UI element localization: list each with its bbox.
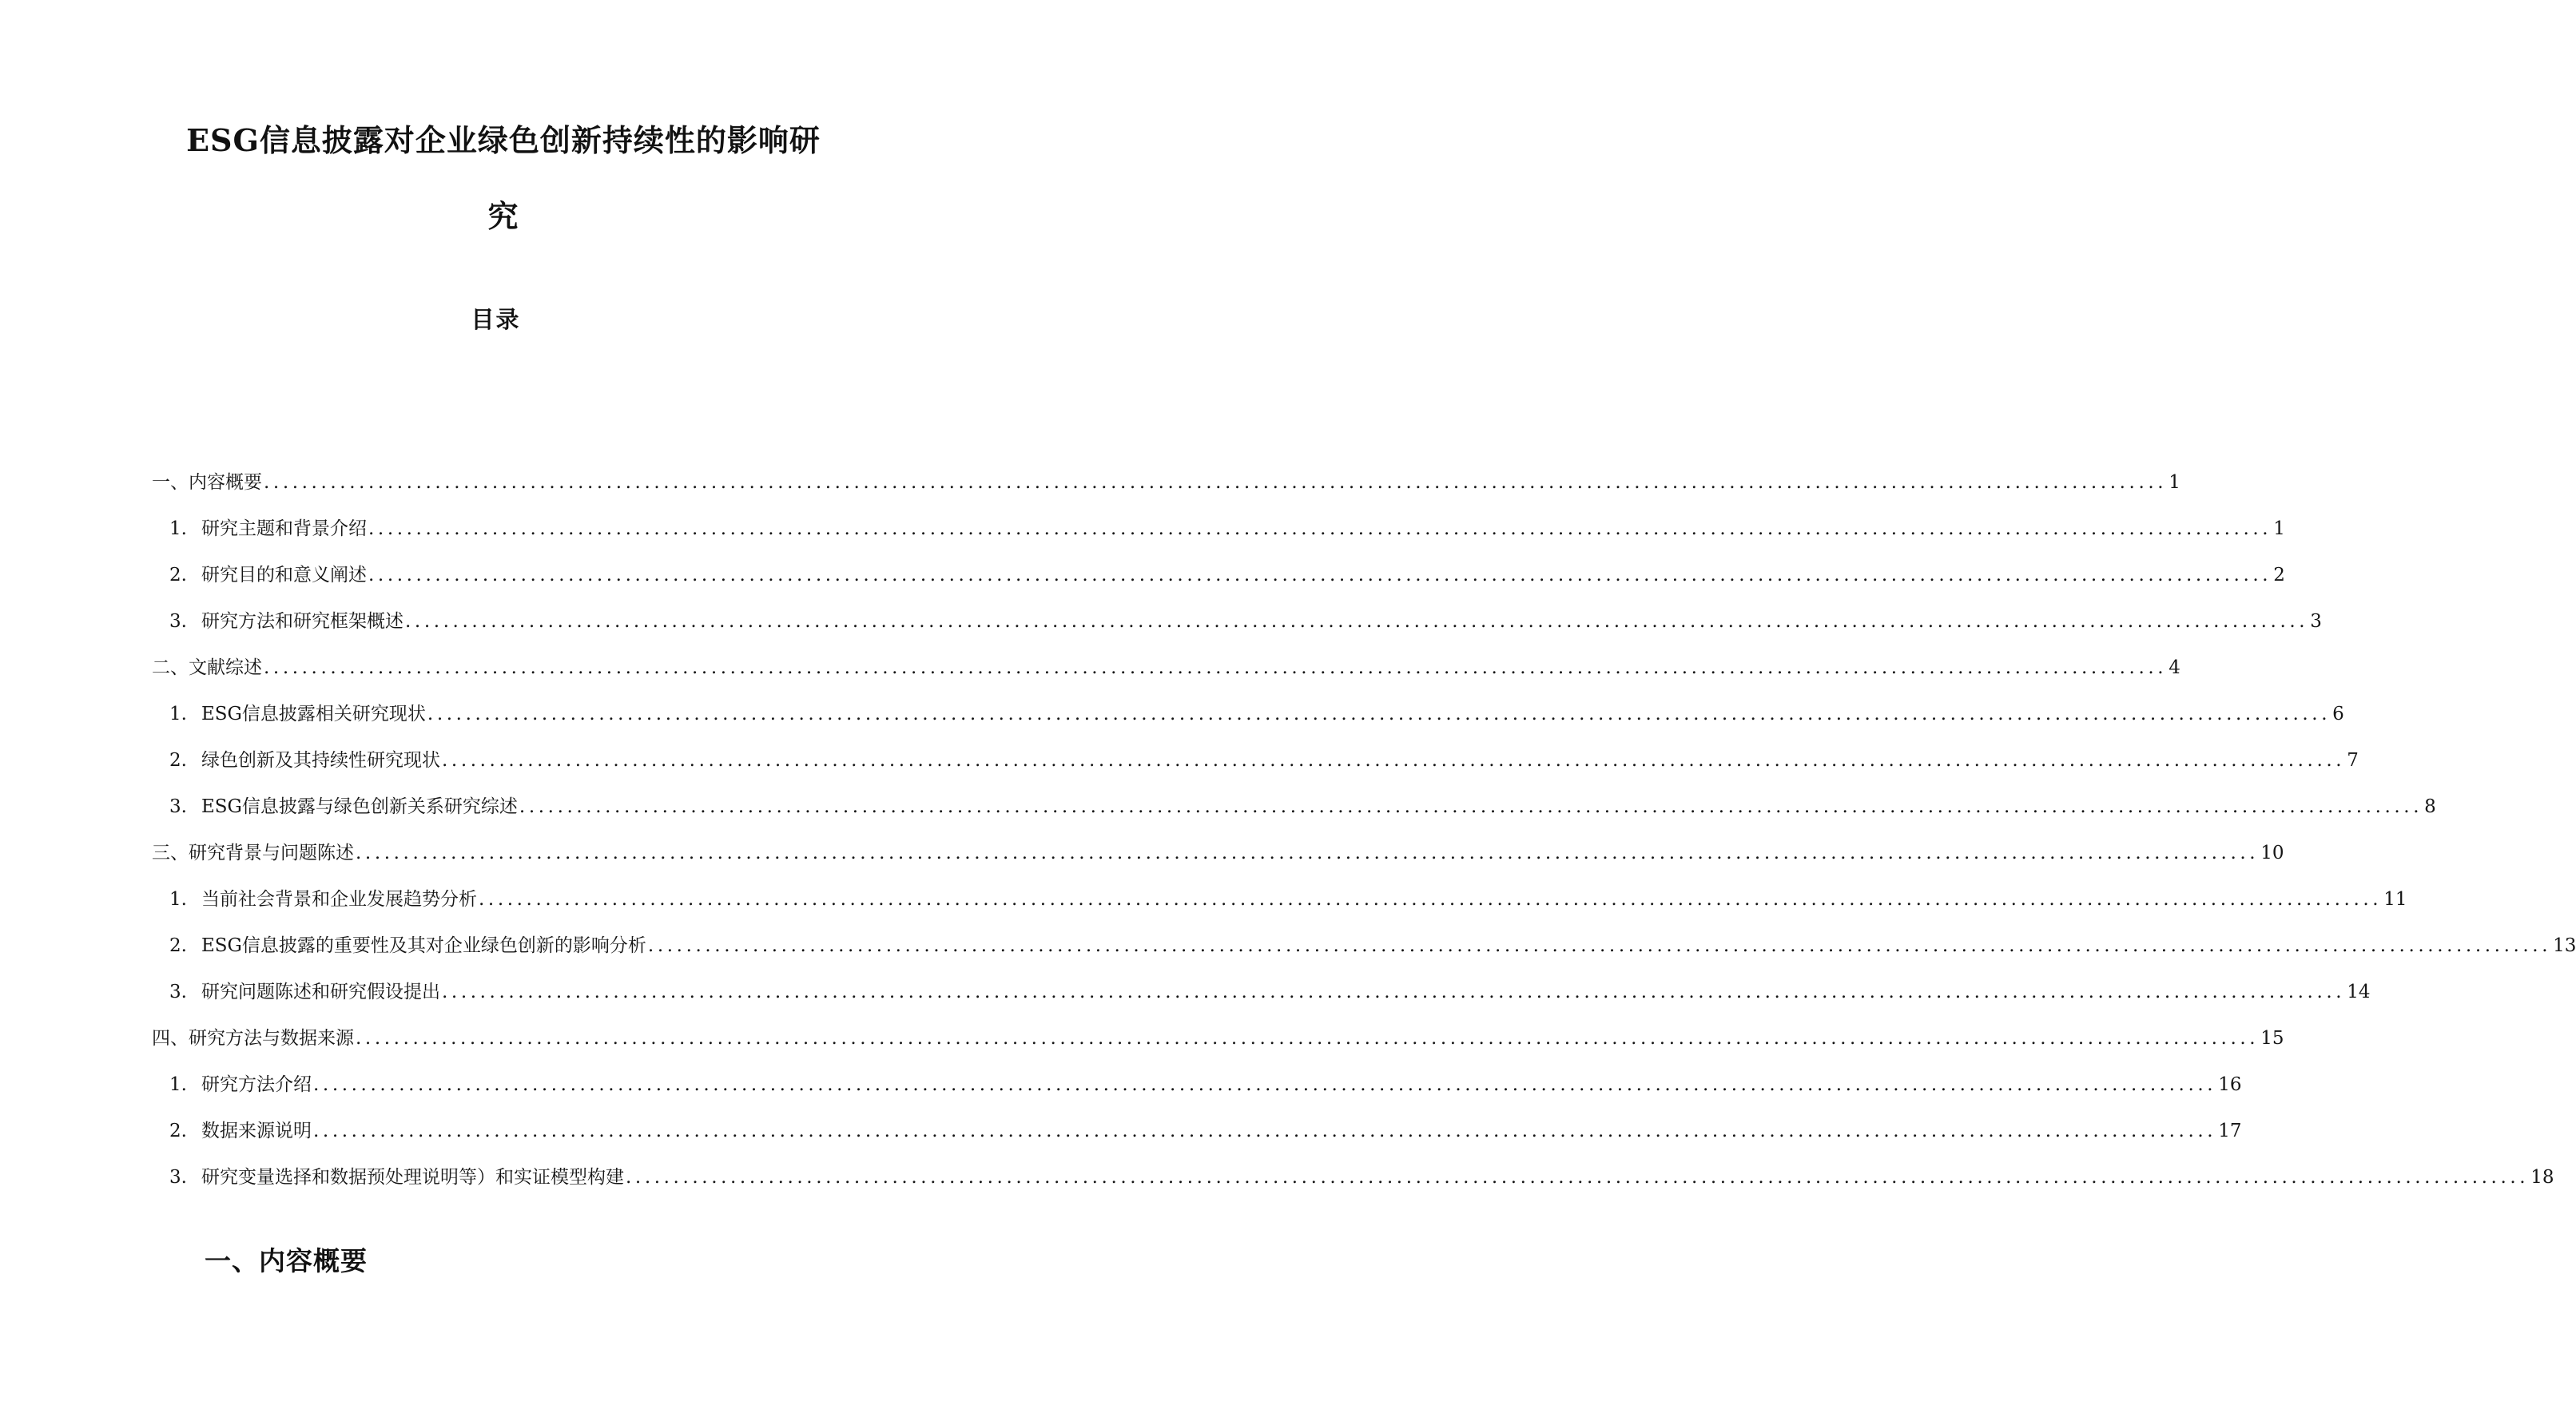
toc-leader-dots: ........................................................................................................................................................................................................ — [264, 472, 2168, 493]
toc-entry[interactable] — [169, 562, 2285, 588]
toc-entry-title: 三、研究背景与问题陈述 — [152, 843, 354, 863]
toc-entry[interactable] — [169, 748, 2359, 773]
toc-entry-page: 15 — [2260, 1028, 2284, 1049]
toc-entry-title: 数据来源说明 — [201, 1121, 312, 1141]
toc-entry[interactable] — [169, 701, 2344, 727]
toc-entry-title: 研究方法和研究框架概述 — [201, 611, 403, 632]
toc-entry-number: 3. — [169, 796, 187, 817]
toc-leader-dots: ........................................................................................................................................................................................................ — [442, 750, 2346, 771]
toc-leader-dots: ........................................................................................................................................................................................................ — [313, 1074, 2217, 1095]
toc-entry[interactable] — [169, 516, 2285, 542]
toc-entry-number: 2. — [169, 1121, 187, 1141]
toc-heading: 目录 — [471, 306, 521, 333]
toc-leader-dots: ........................................................................................................................................................................................................ — [313, 1121, 2217, 1141]
toc-entry-page: 1 — [2169, 472, 2180, 493]
toc-leader-dots: ........................................................................................................................................................................................................ — [442, 982, 2346, 1002]
toc-leader-dots: ........................................................................................................................................................................................................ — [479, 889, 2383, 910]
toc-entry-title: 研究目的和意义阐述 — [201, 565, 367, 585]
toc-entry-page: 6 — [2332, 704, 2344, 724]
toc-entry-page: 18 — [2530, 1167, 2554, 1188]
toc-entry-page: 11 — [2383, 889, 2407, 910]
toc-entry-title: 绿色创新及其持续性研究现状 — [201, 750, 440, 771]
toc-entry[interactable] — [169, 609, 2322, 634]
toc-entry-title: 研究问题陈述和研究假设提出 — [201, 982, 440, 1002]
toc-leader-dots: ........................................................................................................................................................................................................ — [356, 1028, 2260, 1049]
toc-entry-number: 1. — [169, 518, 187, 539]
document-title-continuation: 究 — [487, 198, 519, 234]
toc-entry-page: 13 — [2553, 935, 2576, 956]
toc-entry-title: 四、研究方法与数据来源 — [152, 1028, 354, 1049]
toc-entry[interactable] — [152, 1026, 2284, 1051]
toc-entry[interactable] — [169, 979, 2371, 1005]
toc-entry-page: 7 — [2347, 750, 2359, 771]
toc-entry-number: 3. — [169, 1167, 187, 1188]
toc-entry[interactable] — [152, 840, 2284, 866]
toc-entry-title: 研究主题和背景介绍 — [201, 518, 367, 539]
toc-entry-title: ESG信息披露相关研究现状 — [201, 704, 426, 724]
toc-entry-number: 2. — [169, 935, 187, 956]
toc-entry-page: 16 — [2218, 1074, 2242, 1095]
toc-entry-page: 14 — [2347, 982, 2371, 1002]
toc-entry-number: 1. — [169, 704, 187, 724]
toc-entry-page: 2 — [2273, 565, 2285, 585]
toc-leader-dots: ........................................................................................................................................................................................................ — [427, 704, 2332, 724]
toc-entry-number: 1. — [169, 1074, 187, 1095]
toc-entry[interactable] — [169, 933, 2576, 958]
toc-leader-dots: ........................................................................................................................................................................................................ — [264, 657, 2168, 678]
toc-entry-page: 17 — [2218, 1121, 2242, 1141]
toc-entry-title: 当前社会背景和企业发展趋势分析 — [201, 889, 477, 910]
toc-entry-title: 研究方法介绍 — [201, 1074, 312, 1095]
toc-entry[interactable] — [169, 887, 2407, 912]
toc-leader-dots: ........................................................................................................................................................................................................ — [368, 565, 2272, 585]
toc-entry-number: 3. — [169, 982, 187, 1002]
toc-entry-page: 10 — [2260, 843, 2284, 863]
toc-entry-number: 1. — [169, 889, 187, 910]
document-title: ESG信息披露对企业绿色创新持续性的影响研 — [186, 122, 821, 158]
toc-entry[interactable] — [169, 1118, 2242, 1144]
toc-entry-page: 1 — [2273, 518, 2285, 539]
toc-entry-title: ESG信息披露的重要性及其对企业绿色创新的影响分析 — [201, 935, 646, 956]
toc-leader-dots: ........................................................................................................................................................................................................ — [519, 796, 2423, 817]
toc-entry-title: 研究变量选择和数据预处理说明等）和实证模型构建 — [201, 1167, 624, 1188]
toc-entry-page: 4 — [2169, 657, 2180, 678]
toc-entry-page: 3 — [2310, 611, 2322, 632]
toc-entry-title: 一、内容概要 — [152, 472, 262, 493]
toc-entry[interactable] — [152, 470, 2180, 495]
toc-entry-title: ESG信息披露与绿色创新关系研究综述 — [201, 796, 518, 817]
toc-entry[interactable] — [169, 794, 2436, 820]
toc-leader-dots: ........................................................................................................................................................................................................ — [626, 1167, 2530, 1188]
toc-leader-dots: ........................................................................................................................................................................................................ — [405, 611, 2309, 632]
toc-entry[interactable] — [169, 1165, 2554, 1190]
toc-entry-number: 2. — [169, 750, 187, 771]
toc-entry-number: 2. — [169, 565, 187, 585]
toc-entry[interactable] — [169, 1072, 2242, 1097]
section-heading: 一、内容概要 — [205, 1245, 368, 1276]
toc-entry-page: 8 — [2424, 796, 2436, 817]
toc-leader-dots: ........................................................................................................................................................................................................ — [647, 935, 2552, 956]
toc-leader-dots: ........................................................................................................................................................................................................ — [356, 843, 2260, 863]
toc-entry[interactable] — [152, 655, 2180, 681]
toc-entry-number: 3. — [169, 611, 187, 632]
toc-leader-dots: ........................................................................................................................................................................................................ — [368, 518, 2272, 539]
toc-entry-title: 二、文献综述 — [152, 657, 262, 678]
